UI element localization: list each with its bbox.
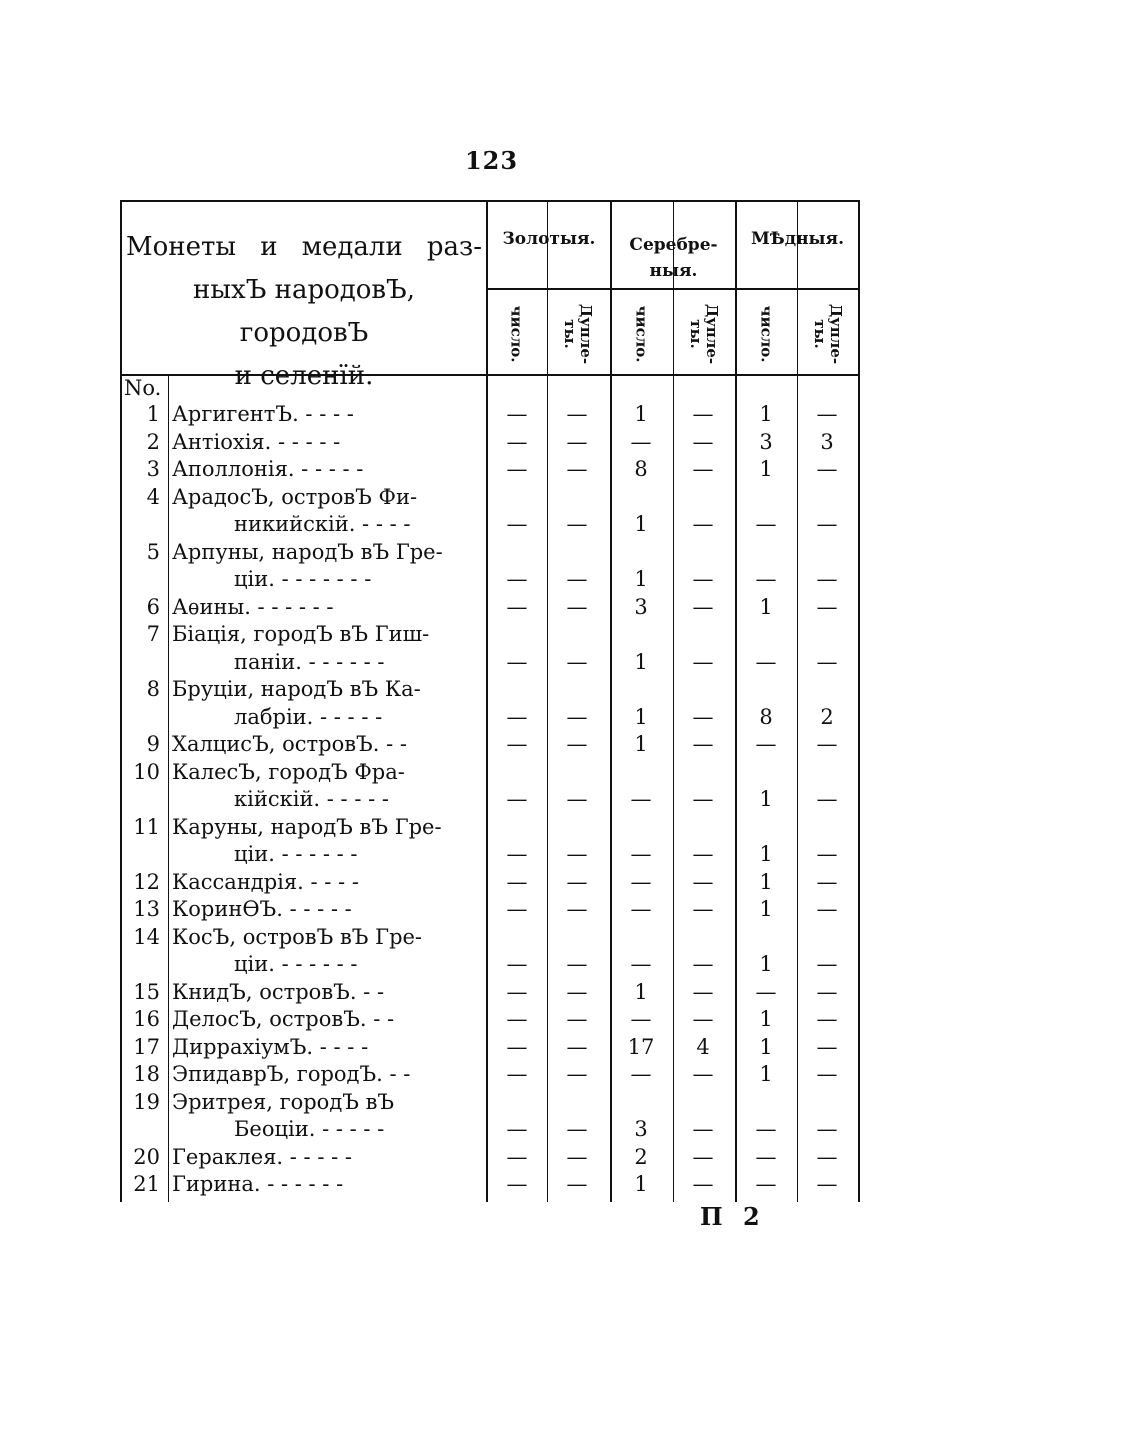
copper-duplicates-cell: — xyxy=(816,732,838,756)
row-name-line: Эритрея, городЪ вЪ xyxy=(172,1089,395,1114)
row-number: 1 xyxy=(146,402,160,426)
silver-duplicates-header xyxy=(674,292,734,376)
gold-count-cell: — xyxy=(506,1144,528,1169)
row-name-line: Каруны, народЪ вЪ Гре- xyxy=(172,814,442,839)
row-name xyxy=(172,759,472,814)
silver-header-label: Серебре- xyxy=(629,235,718,255)
coin-table xyxy=(120,200,860,1202)
row-name-line: ДиррахіумЪ. - - - - xyxy=(172,1034,369,1059)
copper-count-cell: — xyxy=(755,1144,777,1169)
copper-duplicates-cell: — xyxy=(816,842,838,866)
gold-duplicates-cell: — xyxy=(566,649,588,674)
row-name xyxy=(172,1144,472,1172)
row-name-line: ціи. - - - - - - xyxy=(234,842,358,866)
row-name xyxy=(172,979,472,1007)
row-name-line: Антіохія. - - - - - xyxy=(172,429,341,454)
silver-count-cell: — xyxy=(630,952,652,976)
gold-count-cell: — xyxy=(506,787,528,811)
row-name-line: ХалцисЪ, островЪ. - - xyxy=(172,732,407,756)
copper-duplicates-cell: — xyxy=(816,1144,838,1169)
gold-count-cell: — xyxy=(506,457,528,481)
row-name xyxy=(172,1061,472,1089)
gold-count-cell: — xyxy=(506,952,528,976)
gold-header xyxy=(488,224,610,288)
row-name-line: КоринѲЪ. - - - - - xyxy=(172,897,352,921)
gold-duplicates-cell: — xyxy=(566,897,588,921)
row-number: 17 xyxy=(133,1034,160,1059)
gold-count-cell: — xyxy=(506,704,528,729)
silver-count-cell: 1 xyxy=(634,979,648,1004)
sub-header-line: ты. xyxy=(687,319,706,349)
gold-count-header xyxy=(487,292,547,376)
gold-duplicates-cell: — xyxy=(566,512,588,536)
copper-duplicates-cell: — xyxy=(816,979,838,1004)
table-row xyxy=(120,814,860,869)
row-name xyxy=(172,484,472,539)
copper-count-cell: — xyxy=(755,512,777,536)
row-name xyxy=(172,1171,472,1199)
table-row xyxy=(120,731,860,759)
row-name-line: ціи. - - - - - - - xyxy=(234,567,372,591)
sub-header-line: ты. xyxy=(561,319,580,349)
gold-duplicates-cell: — xyxy=(566,704,588,729)
table-row xyxy=(120,539,860,594)
row-name xyxy=(172,401,472,429)
copper-count-cell: — xyxy=(755,979,777,1004)
silver-count-cell: — xyxy=(630,1062,652,1086)
table-row xyxy=(120,979,860,1007)
row-number: 14 xyxy=(133,924,160,949)
title-line: Монеты и медали раз- xyxy=(126,232,482,262)
silver-count-cell: 1 xyxy=(634,402,648,426)
page-number: 123 xyxy=(464,146,519,175)
row-number: 21 xyxy=(133,1172,160,1196)
copper-count-cell: 1 xyxy=(759,952,773,976)
gold-duplicates-cell: — xyxy=(566,732,588,756)
silver-count-cell: — xyxy=(630,787,652,811)
sub-header-label xyxy=(562,304,594,364)
row-name xyxy=(172,1006,472,1034)
row-name-line: Бруціи, народЪ вЪ Ка- xyxy=(172,677,421,701)
silver-count-cell: 1 xyxy=(634,512,648,536)
copper-count-cell: 3 xyxy=(759,429,773,454)
row-name xyxy=(172,676,472,731)
table-row xyxy=(120,594,860,622)
row-number: 13 xyxy=(133,897,160,921)
copper-header xyxy=(737,224,858,288)
silver-duplicates-cell: — xyxy=(692,842,714,866)
table-row xyxy=(120,1061,860,1089)
silver-count-cell: 1 xyxy=(634,1172,648,1196)
silver-count-cell: — xyxy=(630,429,652,454)
copper-duplicates-cell: — xyxy=(816,1172,838,1196)
gold-duplicates-cell: — xyxy=(566,1062,588,1086)
copper-count-cell: 1 xyxy=(759,897,773,921)
row-number: 3 xyxy=(146,457,160,481)
copper-duplicates-cell: — xyxy=(816,869,838,894)
gold-duplicates-cell: — xyxy=(566,1172,588,1196)
row-number: 6 xyxy=(146,594,160,619)
copper-count-cell: — xyxy=(755,567,777,591)
gold-duplicates-cell: — xyxy=(566,979,588,1004)
copper-count-cell: 8 xyxy=(759,704,773,729)
table-row xyxy=(120,1144,860,1172)
row-name-line: Аѳины. - - - - - - xyxy=(172,594,334,619)
copper-duplicates-cell: — xyxy=(816,402,838,426)
silver-duplicates-cell: — xyxy=(692,897,714,921)
gold-duplicates-cell: — xyxy=(566,594,588,619)
sub-header-line: Дупле- xyxy=(703,303,722,365)
gold-duplicates-cell: — xyxy=(566,842,588,866)
gold-count-cell: — xyxy=(506,402,528,426)
row-name xyxy=(172,539,472,594)
silver-duplicates-cell: — xyxy=(692,567,714,591)
row-number: 18 xyxy=(133,1062,160,1086)
copper-duplicates-header xyxy=(798,292,858,376)
row-number: 4 xyxy=(146,484,160,509)
gold-header-label: Золотыя. xyxy=(502,229,596,249)
row-name xyxy=(172,869,472,897)
silver-duplicates-cell: — xyxy=(692,1007,714,1031)
gold-count-cell: — xyxy=(506,567,528,591)
silver-count-cell: — xyxy=(630,869,652,894)
row-name-line: никийскiй. - - - - xyxy=(234,512,411,536)
silver-count-cell: 2 xyxy=(634,1144,648,1169)
sub-header-label: число. xyxy=(507,305,526,363)
row-name-line: паніи. - - - - - - xyxy=(234,649,385,674)
copper-count-cell: — xyxy=(755,649,777,674)
silver-count-cell: 1 xyxy=(634,704,648,729)
row-number: 11 xyxy=(133,814,160,839)
row-name-line: Біація, городЪ вЪ Гиш- xyxy=(172,622,430,646)
copper-duplicates-cell: — xyxy=(816,787,838,811)
row-name xyxy=(172,731,472,759)
table-row xyxy=(120,429,860,457)
table-row xyxy=(120,676,860,731)
table-row xyxy=(120,924,860,979)
table-row xyxy=(120,1089,860,1144)
gold-count-cell: — xyxy=(506,512,528,536)
silver-duplicates-cell: — xyxy=(692,1117,714,1141)
row-name xyxy=(172,1034,472,1062)
copper-count-cell: 1 xyxy=(759,1034,773,1059)
silver-header xyxy=(612,232,735,296)
copper-count-cell: 1 xyxy=(759,842,773,866)
table-row xyxy=(120,401,860,429)
gold-duplicates-cell: — xyxy=(566,402,588,426)
row-name xyxy=(172,1089,472,1144)
copper-duplicates-cell: — xyxy=(816,897,838,921)
row-number: 9 xyxy=(146,732,160,756)
row-number: 2 xyxy=(146,429,160,454)
table-row xyxy=(120,869,860,897)
gold-count-cell: — xyxy=(506,869,528,894)
sub-header-label: число. xyxy=(757,305,776,363)
row-name-line: кійскій. - - - - - xyxy=(234,787,389,811)
row-number: 8 xyxy=(146,677,160,701)
copper-duplicates-cell: — xyxy=(816,1007,838,1031)
copper-duplicates-cell: — xyxy=(816,649,838,674)
gold-count-cell: — xyxy=(506,1172,528,1196)
sub-header-label xyxy=(688,304,720,364)
gold-duplicates-cell: — xyxy=(566,1117,588,1141)
silver-count-cell: 1 xyxy=(634,649,648,674)
copper-count-cell: 1 xyxy=(759,869,773,894)
copper-duplicates-cell: — xyxy=(816,1117,838,1141)
silver-count-cell: 17 xyxy=(627,1034,655,1059)
row-name xyxy=(172,896,472,924)
copper-count-cell: 1 xyxy=(759,457,773,481)
table-row xyxy=(120,456,860,484)
table-row xyxy=(120,1006,860,1034)
row-number: 10 xyxy=(133,759,160,784)
table-row xyxy=(120,759,860,814)
silver-duplicates-cell: — xyxy=(692,457,714,481)
gold-count-cell: — xyxy=(506,594,528,619)
row-name xyxy=(172,621,472,676)
sub-header-line: Дупле- xyxy=(577,303,596,365)
gold-count-cell: — xyxy=(506,429,528,454)
copper-count-cell: — xyxy=(755,732,777,756)
table-title xyxy=(126,226,482,398)
copper-duplicates-cell: — xyxy=(816,512,838,536)
silver-duplicates-cell: — xyxy=(692,1144,714,1169)
silver-duplicates-cell: — xyxy=(692,512,714,536)
gold-count-cell: — xyxy=(506,1062,528,1086)
gold-count-cell: — xyxy=(506,1034,528,1059)
gold-count-cell: — xyxy=(506,897,528,921)
silver-count-cell: 8 xyxy=(634,457,648,481)
silver-duplicates-cell: — xyxy=(692,869,714,894)
gold-count-cell: — xyxy=(506,1117,528,1141)
title-line: ныхЪ народовЪ, городовЪ xyxy=(193,275,415,348)
gold-duplicates-header xyxy=(548,292,608,376)
table-row xyxy=(120,484,860,539)
gold-duplicates-cell: — xyxy=(566,1034,588,1059)
sub-header-line: ты. xyxy=(811,319,830,349)
silver-count-cell: 1 xyxy=(634,732,648,756)
copper-duplicates-cell: 2 xyxy=(820,704,834,729)
gold-count-cell: — xyxy=(506,732,528,756)
row-name-line: лабріи. - - - - - xyxy=(234,704,383,729)
silver-duplicates-cell: — xyxy=(692,1062,714,1086)
row-number: 5 xyxy=(146,539,160,564)
silver-count-cell: 3 xyxy=(634,594,648,619)
row-name-line: КалесЪ, городЪ Фра- xyxy=(172,759,405,784)
row-name xyxy=(172,594,472,622)
silver-duplicates-cell: — xyxy=(692,732,714,756)
row-name xyxy=(172,924,472,979)
sub-header-label xyxy=(812,304,844,364)
gold-count-cell: — xyxy=(506,649,528,674)
silver-duplicates-cell: 4 xyxy=(696,1034,710,1059)
copper-duplicates-cell: — xyxy=(816,1034,838,1059)
copper-count-cell: 1 xyxy=(759,1007,773,1031)
row-name xyxy=(172,429,472,457)
gold-duplicates-cell: — xyxy=(566,1007,588,1031)
copper-duplicates-cell: — xyxy=(816,1062,838,1086)
row-number: 7 xyxy=(146,622,160,646)
copper-duplicates-cell: — xyxy=(816,594,838,619)
silver-duplicates-cell: — xyxy=(692,1172,714,1196)
silver-duplicates-cell: — xyxy=(692,649,714,674)
row-number: 19 xyxy=(133,1089,160,1114)
gold-duplicates-cell: — xyxy=(566,567,588,591)
silver-duplicates-cell: — xyxy=(692,594,714,619)
gold-duplicates-cell: — xyxy=(566,952,588,976)
row-name-line: Беоціи. - - - - - xyxy=(234,1117,385,1141)
copper-count-cell: 1 xyxy=(759,1062,773,1086)
silver-count-header xyxy=(612,292,672,376)
number-column-header: No. xyxy=(124,376,162,400)
gold-duplicates-cell: — xyxy=(566,457,588,481)
copper-duplicates-cell: 3 xyxy=(820,429,834,454)
silver-duplicates-cell: — xyxy=(692,704,714,729)
row-name-line: ціи. - - - - - - xyxy=(234,952,358,976)
row-number: 15 xyxy=(133,979,160,1004)
silver-duplicates-cell: — xyxy=(692,429,714,454)
copper-count-header xyxy=(737,292,797,376)
row-name-line: Кассандрія. - - - - xyxy=(172,869,359,894)
row-name-line: Арпуны, народЪ вЪ Гре- xyxy=(172,539,443,564)
gold-duplicates-cell: — xyxy=(566,787,588,811)
silver-duplicates-cell: — xyxy=(692,402,714,426)
sub-header-label: число. xyxy=(632,305,651,363)
copper-count-cell: 1 xyxy=(759,594,773,619)
row-name-line: ЭпидаврЪ, городЪ. - - xyxy=(172,1062,411,1086)
silver-duplicates-cell: — xyxy=(692,787,714,811)
row-name-line: Аполлонія. - - - - - xyxy=(172,457,364,481)
gold-count-cell: — xyxy=(506,842,528,866)
copper-count-cell: 1 xyxy=(759,787,773,811)
table-row xyxy=(120,896,860,924)
copper-header-label: МѢдныя. xyxy=(750,229,845,249)
table-row xyxy=(120,1171,860,1199)
gold-duplicates-cell: — xyxy=(566,1144,588,1169)
copper-count-cell: — xyxy=(755,1172,777,1196)
table-row xyxy=(120,1034,860,1062)
silver-duplicates-cell: — xyxy=(692,952,714,976)
row-name-line: АргигентЪ. - - - - xyxy=(172,402,354,426)
row-name-line: КнидЪ, островЪ. - - xyxy=(172,979,385,1004)
row-name xyxy=(172,456,472,484)
row-name-line: КосЪ, островЪ вЪ Гре- xyxy=(172,924,423,949)
silver-count-cell: — xyxy=(630,842,652,866)
gold-count-cell: — xyxy=(506,1007,528,1031)
silver-count-cell: 1 xyxy=(634,567,648,591)
copper-duplicates-cell: — xyxy=(816,567,838,591)
silver-count-cell: — xyxy=(630,897,652,921)
gold-duplicates-cell: — xyxy=(566,869,588,894)
signature-mark: П 2 xyxy=(700,1202,766,1231)
row-number: 16 xyxy=(133,1007,160,1031)
row-name-line: ДелосЪ, островЪ. - - xyxy=(172,1007,395,1031)
silver-duplicates-cell: — xyxy=(692,979,714,1004)
silver-header-label: ныя. xyxy=(649,261,698,281)
row-name-line: Гирина. - - - - - - xyxy=(172,1172,344,1196)
row-number: 12 xyxy=(133,869,160,894)
row-name-line: АрадосЪ, островЪ Фи- xyxy=(172,484,418,509)
copper-duplicates-cell: — xyxy=(816,952,838,976)
gold-count-cell: — xyxy=(506,979,528,1004)
silver-count-cell: 3 xyxy=(634,1117,648,1141)
silver-count-cell: — xyxy=(630,1007,652,1031)
sub-header-line: Дупле- xyxy=(827,303,846,365)
table-row xyxy=(120,621,860,676)
row-name xyxy=(172,814,472,869)
copper-count-cell: 1 xyxy=(759,402,773,426)
row-name-line: Гераклея. - - - - - xyxy=(172,1144,352,1169)
title-line: и селенїй. xyxy=(234,361,374,391)
copper-count-cell: — xyxy=(755,1117,777,1141)
gold-duplicates-cell: — xyxy=(566,429,588,454)
row-number: 20 xyxy=(133,1144,160,1169)
copper-duplicates-cell: — xyxy=(816,457,838,481)
